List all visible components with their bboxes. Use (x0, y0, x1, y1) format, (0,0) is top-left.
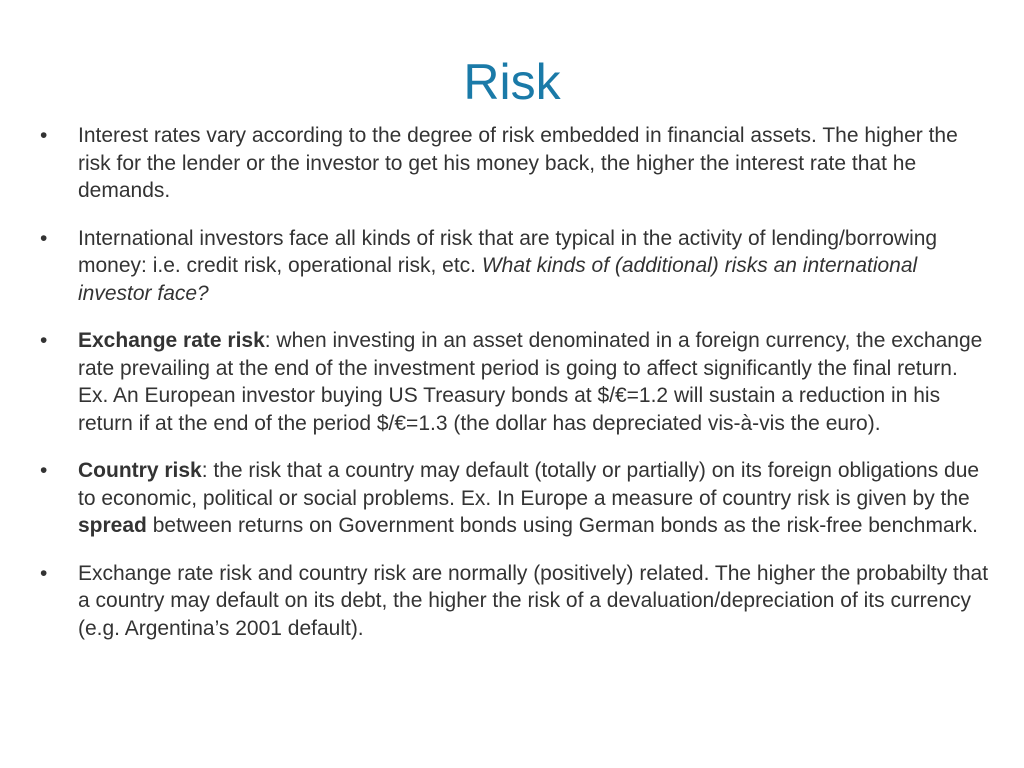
italic-question: What kinds of (additional) risks an international investor face? (78, 254, 918, 305)
text-segment: : the risk that a country may default (totally or partially) on its foreign obligations due to economic, political or social problems. Ex. In Europe a measure of country risk is given by the (78, 459, 980, 510)
text-segment: : when investing in an asset denominated in a foreign currency, the exchange rate prevailing at the end of the investment period is going to affect significantly the final return. Ex. An European investor buying US Treasury bonds at $/€=1.2 will sustain a reduction in his return if at the end of the period $/€=1.3 (the dollar has depreciated vis-à-vis the euro). (78, 329, 983, 435)
bullet-text (78, 562, 988, 640)
text-segment: Interest rates vary according to the degree of risk embedded in financial assets. The higher the risk for the lender or the investor to get his money back, the higher the interest rate that he demands. (78, 124, 958, 202)
bullet-item-exchange-rate-risk (40, 327, 990, 437)
bullet-icon: • (40, 329, 48, 352)
bullet-list (40, 122, 990, 662)
bullet-item-country-risk (40, 457, 990, 540)
bullet-item-international-investors (40, 225, 990, 308)
bullet-text (78, 124, 958, 202)
bullet-icon: • (40, 124, 48, 147)
bullet-item-related-risks (40, 560, 990, 643)
text-segment: International investors face all kinds of risk that are typical in the activity of lending/borrowing money: i.e. credit risk, operational risk, etc. (78, 226, 938, 277)
bullet-text (78, 459, 979, 537)
bullet-icon: • (40, 226, 48, 250)
slide-title: Risk (463, 54, 561, 110)
bullet-item-interest-rates (40, 122, 990, 205)
term-spread: spread (78, 514, 147, 537)
bullet-icon: • (40, 561, 48, 585)
term-country-risk: Country risk (78, 459, 202, 482)
term-exchange-rate-risk: Exchange rate risk (78, 329, 265, 352)
bullet-icon: • (40, 459, 48, 482)
text-segment: Exchange rate risk and country risk are normally (positively) related. The higher the probabilty that a country may default on its debt, the higher the risk of a devaluation/depreciation of its currency (e.g. Argentina’s 2001 default). (78, 561, 989, 640)
bullet-text (78, 227, 937, 305)
text-segment: between returns on Government bonds using German bonds as the risk-free benchmark. (146, 514, 978, 537)
bullet-text (78, 329, 982, 435)
